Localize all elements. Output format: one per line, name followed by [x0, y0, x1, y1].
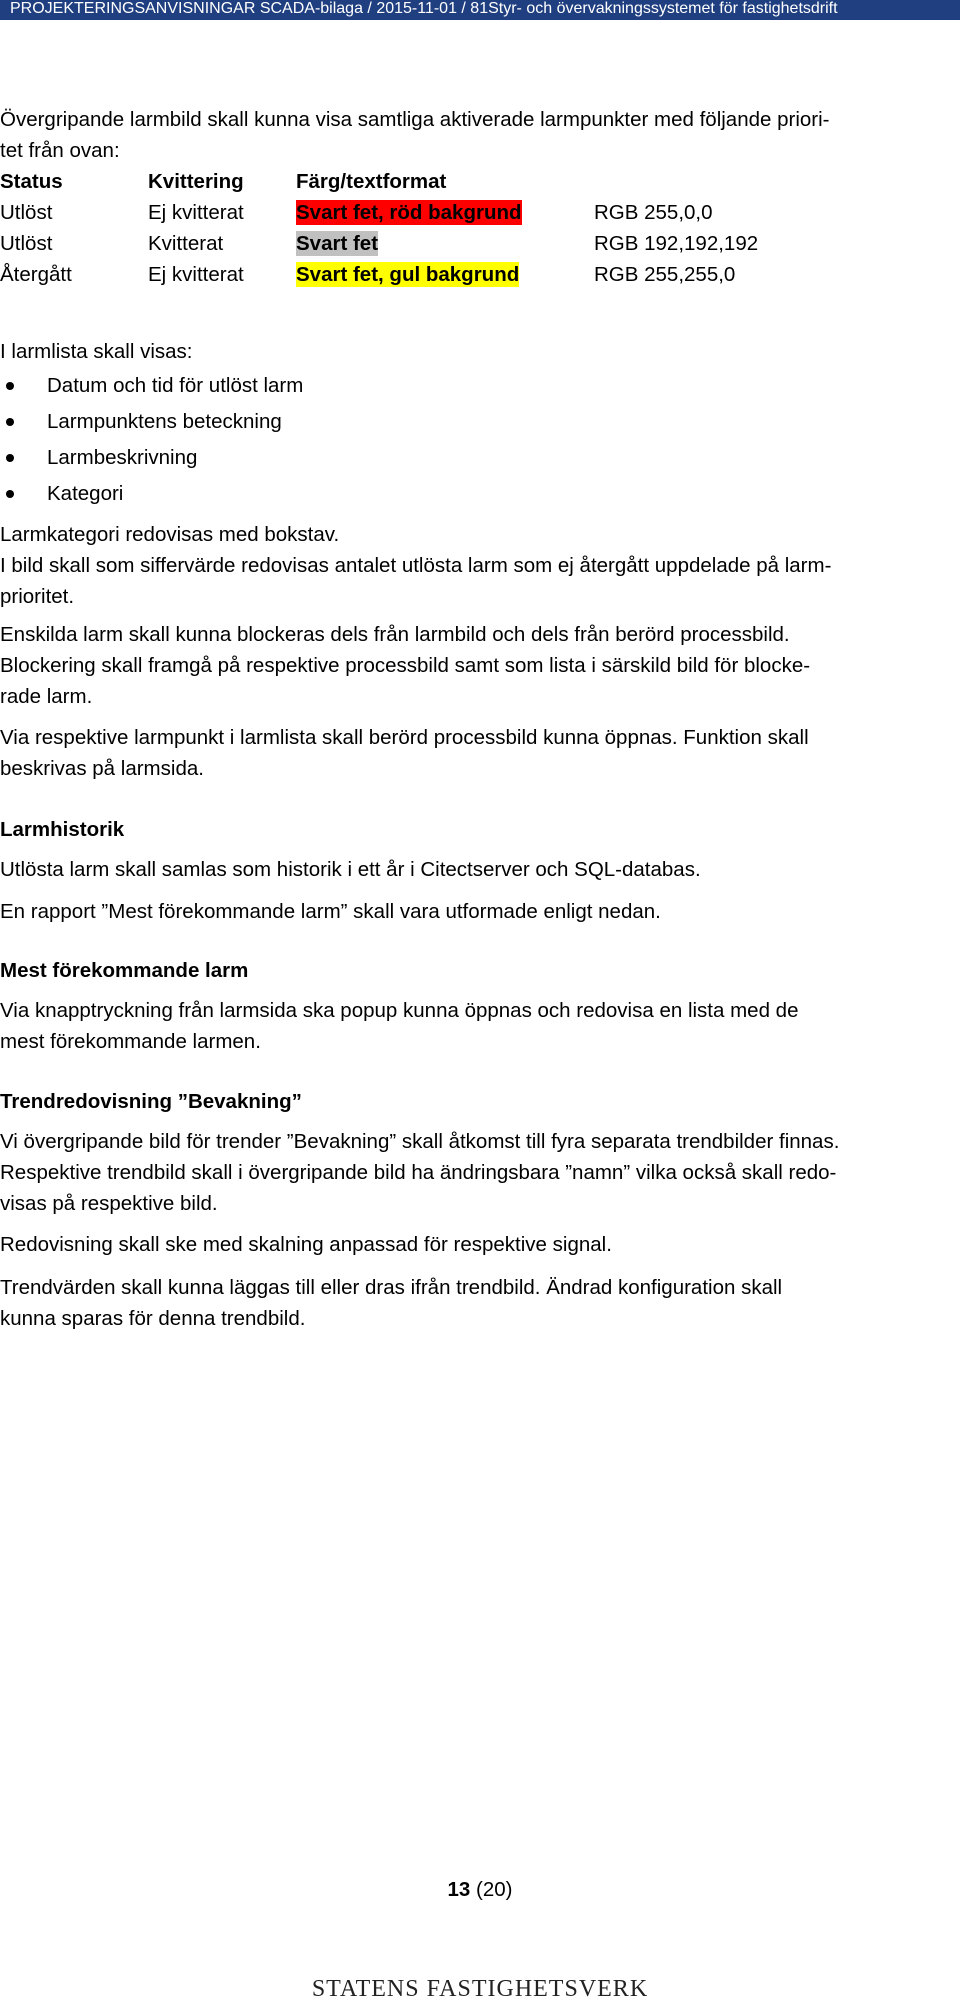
history-heading: Larmhistorik: [0, 818, 125, 841]
alarm-list-lead: I larmlista skall visas:: [0, 340, 193, 363]
history-p2: En rapport ”Mest förekommande larm” skall vara utformade enligt nedan.: [0, 900, 661, 923]
blocking-paragraph: Enskilda larm skall kunna blockeras dels från larmbild och dels från berörd processbild. Blockering skall framgå på respektive processbild samt som lista i särskild bild för blocke- rade larm.: [0, 623, 811, 708]
table-header-status: Status: [0, 170, 63, 193]
row-ack: Kvitterat: [148, 232, 224, 255]
header-band: [0, 0, 960, 20]
list-item: Kategori: [0, 476, 303, 512]
bullet-icon: [6, 454, 14, 462]
row-ack: Ej kvitterat: [148, 201, 244, 224]
table-header-ack: Kvittering: [148, 170, 244, 193]
table-header-row: [0, 166, 758, 197]
row-status: Utlöst: [0, 232, 53, 255]
intro-line-1: Övergripande larmbild skall kunna visa samtliga aktiverade larmpunkter med följande priori-: [0, 108, 830, 131]
frequent-paragraph: Via knapptryckning från larmsida ska popup kunna öppnas och redovisa en lista med de mest förekommande larmen.: [0, 999, 799, 1053]
list-item: Larmbeskrivning: [0, 440, 303, 476]
frequent-section: [0, 955, 960, 986]
trend-heading: Trendredovisning ”Bevakning”: [0, 1090, 302, 1113]
row-ack: Ej kvitterat: [148, 263, 244, 286]
count-paragraph: I bild skall som siffervärde redovisas antalet utlösta larm som ej återgått uppdelade på larm- prioritet.: [0, 554, 832, 608]
format-swatch-yellow: Svart fet, gul bakgrund: [296, 263, 520, 286]
intro-line-2: tet från ovan:: [0, 139, 120, 162]
row-status: Återgått: [0, 263, 72, 286]
page-number: 13 (20): [447, 1878, 513, 1901]
table-header-format: Färg/textformat: [296, 170, 447, 193]
trend-p3: Trendvärden skall kunna läggas till eller dras ifrån trendbild. Ändrad konfiguration skall kunna sparas för denna trendbild.: [0, 1276, 783, 1330]
list-item: Datum och tid för utlöst larm: [0, 368, 303, 404]
row-status: Utlöst: [0, 201, 53, 224]
table-header-rgb: [594, 166, 758, 197]
intro-paragraph: [0, 104, 960, 166]
open-paragraph: Via respektive larmpunkt i larmlista skall berörd processbild kunna öppnas. Funktion skall beskrivas på larmsida.: [0, 726, 809, 780]
trend-p1: Vi övergripande bild för trender ”Bevakning” skall åtkomst till fyra separata trendbilder finnas. Respektive trendbild skall i övergripande bild ha ändringsbara ”namn” vilka också skall redo- visas på respektive bild.: [0, 1130, 840, 1215]
bullet-icon: [6, 418, 14, 426]
category-paragraph: Larmkategori redovisas med bokstav.: [0, 523, 340, 546]
history-section: [0, 814, 960, 845]
row-rgb: RGB 192,192,192: [594, 232, 759, 255]
alarm-list-items: [0, 368, 303, 512]
list-item: Larmpunktens beteckning: [0, 404, 303, 440]
trend-section: [0, 1086, 960, 1117]
alarm-format-table: [0, 166, 758, 290]
format-swatch-grey: Svart fet: [296, 232, 379, 255]
bullet-icon: [6, 490, 14, 498]
format-swatch-red: Svart fet, röd bakgrund: [296, 201, 522, 224]
frequent-heading: Mest förekommande larm: [0, 959, 249, 982]
statens-fastighetsverk-logo: STATENS FASTIGHETSVERK: [311, 1976, 649, 2002]
row-rgb: RGB 255,0,0: [594, 201, 713, 224]
row-rgb: RGB 255,255,0: [594, 263, 736, 286]
table-row: [0, 259, 758, 290]
header-text: PROJEKTERINGSANVISNINGAR SCADA-bilaga / 2015-11-01 / 81Styr- och övervakningssystemet för fastighetsdrift: [10, 0, 838, 17]
table-row: [0, 228, 758, 259]
trend-p2: Redovisning skall ske med skalning anpassad för respektive signal.: [0, 1233, 612, 1256]
history-p1: Utlösta larm skall samlas som historik i ett år i Citectserver och SQL-databas.: [0, 858, 701, 881]
bullet-icon: [6, 382, 14, 390]
table-row: [0, 197, 758, 228]
